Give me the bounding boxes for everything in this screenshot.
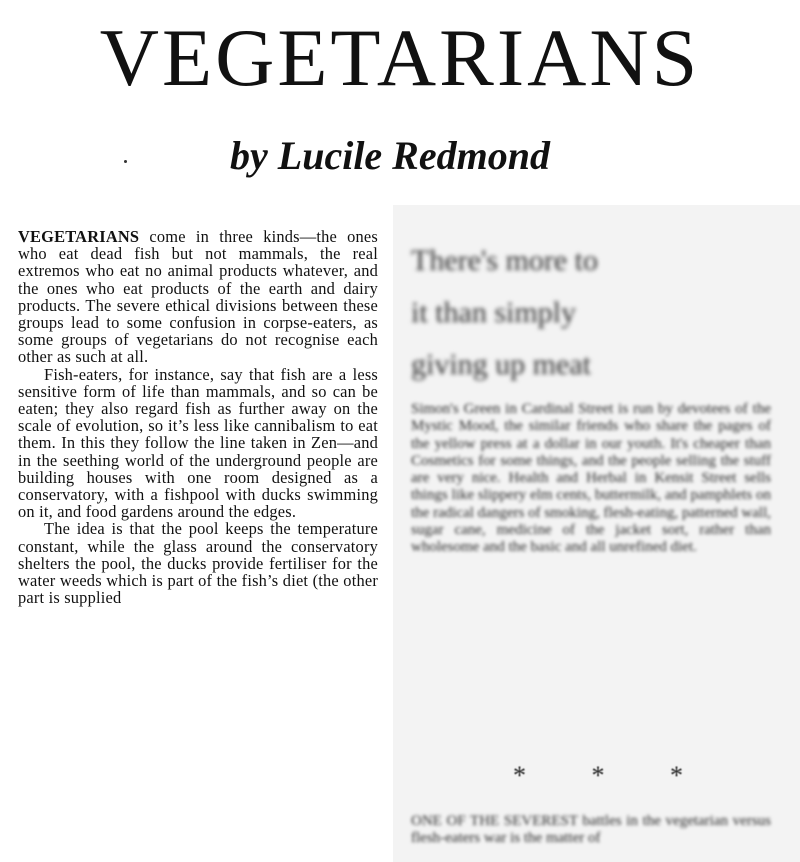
paragraph-1-text: come in three kinds—the ones who eat dead fish but not mammals, the real extremos who eat no animal products whatever, and the ones who eat products of the earth and dairy products. The severe ethical divisions between these groups lead to some confusion in corpse-eaters, as some groups of vegetarians do not recognise each other as such at all. bbox=[18, 228, 378, 367]
star-icon: * bbox=[513, 761, 526, 790]
decorative-dot bbox=[124, 160, 127, 163]
right-column-blurred bbox=[393, 205, 800, 862]
paragraph-2: Fish-eaters, for instance, say that fish are a less sensitive form of life than mammals, and so can be eaten; they also regard fish as further away on the scale of evolution, so it’s less like cannibalism to eat them. In this they follow the line taken in Zen—and in the seething world of the underground people are building houses with one room designed as a conservatory, with a fishpool with ducks swimming on it, and food gardens around the edges. bbox=[18, 364, 378, 522]
byline: by Lucile Redmond bbox=[230, 133, 550, 178]
paragraph-1 bbox=[18, 228, 378, 366]
lead-word: VEGETARIANS bbox=[18, 228, 140, 246]
blurred-body-text: Simon's Green in Cardinal Street is run by devotees of the Mystic Mood, the similar friends who share the pages of the yellow press at a dollar in our youth. It's cheaper than Cosmetics for some things, and the people selling the stuff are very nice. Health and Herbal in Kensit Street sells things like slippery elm cents, buttermilk, and pamphlets on the radical dangers of smoking, flesh-eating, patterned wall, sugar cane, medicine of the jacket sort, rather than wholesome and the basic and all unrefined diet. bbox=[411, 401, 771, 556]
deck-subheading bbox=[411, 235, 751, 391]
headline: VEGETARIANS bbox=[99, 12, 701, 103]
left-column bbox=[18, 228, 378, 862]
paragraph-3: The idea is that the pool keeps the temperature constant, while the glass around the conservatory shelters the pool, the ducks provide fertiliser for the water weeds which is part of the fish’s diet (the other part is supplied bbox=[18, 519, 378, 608]
blurred-body-text-2: ONE OF THE SEVEREST battles in the vegetarian versus flesh-eaters war is the matter of bbox=[411, 813, 771, 847]
deck-line: it than simply bbox=[411, 296, 576, 329]
star-icon: * bbox=[591, 761, 605, 790]
deck-line: giving up meat bbox=[411, 348, 591, 381]
star-icon: * bbox=[670, 761, 683, 790]
section-separator-stars bbox=[513, 761, 683, 791]
deck-line: There's more to bbox=[411, 244, 599, 277]
